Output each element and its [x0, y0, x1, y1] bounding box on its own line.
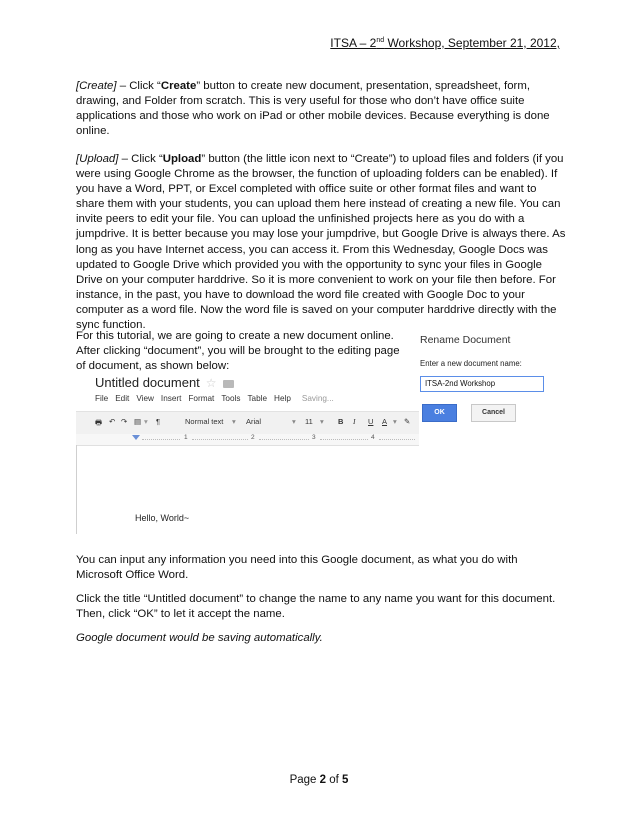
- tutorial-paragraph: For this tutorial, we are going to create a new document online. After clicking “document”, you will be brought to the editing page of document, as shown below:: [76, 330, 400, 373]
- footer-prefix: Page: [289, 774, 320, 786]
- create-tag: [Create]: [76, 80, 117, 92]
- header-prefix: ITSA – 2: [330, 36, 377, 50]
- create-bold: Create: [160, 80, 197, 92]
- menu-bar: [95, 394, 341, 403]
- rename-dialog: [418, 331, 543, 427]
- ruler-mark-2: 2: [251, 434, 255, 441]
- upload-bold: Upload: [162, 153, 202, 165]
- google-doc-editor: [76, 372, 419, 534]
- footer-page-number: 2: [319, 774, 327, 786]
- page-edge: [76, 445, 77, 534]
- doc-title-row: [95, 375, 234, 390]
- input-info-paragraph: You can input any information you need into this Google document, as what you do with Microsoft Office Word.: [76, 554, 518, 582]
- underline-button[interactable]: U: [368, 417, 374, 426]
- header-suffix: Workshop, September 21, 2012,: [384, 36, 560, 50]
- upload-tag: [Upload]: [76, 153, 119, 165]
- create-paragraph: [76, 79, 566, 139]
- print-icon[interactable]: 🖶: [95, 418, 103, 427]
- page-footer: [0, 774, 638, 786]
- highlight-icon[interactable]: ✎: [404, 417, 411, 426]
- text-color-chevron-down-icon: ▾: [393, 417, 397, 426]
- footer-page-total: 5: [342, 774, 349, 786]
- saving-note-paragraph: Google document would be saving automatically.: [76, 632, 323, 644]
- text-color-button[interactable]: A: [382, 417, 388, 426]
- doc-body-text[interactable]: Hello, World~: [135, 513, 190, 523]
- menu-edit[interactable]: Edit: [115, 394, 130, 403]
- create-dash: – Click “: [116, 80, 161, 92]
- redo-icon[interactable]: ↷: [121, 417, 128, 426]
- font-chevron-down-icon: ▾: [292, 417, 296, 426]
- rename-dialog-title: Rename Document: [420, 334, 511, 346]
- rename-dialog-label: Enter a new document name:: [420, 359, 522, 368]
- bold-button[interactable]: B: [338, 417, 344, 426]
- click-title-paragraph: Click the title “Untitled document” to change the name to any name you want for this document. Then, click “OK” to let it accept the name.: [76, 593, 556, 621]
- paint-format-icon[interactable]: ¶: [156, 417, 161, 426]
- style-dropdown[interactable]: Normal text: [185, 417, 224, 426]
- star-icon[interactable]: ☆: [205, 376, 217, 390]
- cancel-button[interactable]: Cancel: [471, 404, 516, 422]
- folder-icon[interactable]: [223, 380, 234, 388]
- saving-status: Saving...: [301, 394, 334, 403]
- ruler-mark-4: 4: [371, 434, 375, 441]
- undo-icon[interactable]: ↶: [109, 417, 116, 426]
- create-text: ” button to create new document, presentation, spreadsheet, form, drawing, and Folder from scratch. This is very useful for those who don’t have office suite applications and those who work on iPad or other mobile devices. Because everything is done online.: [76, 80, 550, 138]
- page-header: [330, 36, 560, 50]
- doc-title[interactable]: Untitled document: [95, 375, 200, 390]
- menu-insert[interactable]: Insert: [160, 394, 182, 403]
- italic-button[interactable]: I: [353, 417, 356, 426]
- size-chevron-down-icon: ▾: [320, 417, 324, 426]
- footer-of: of: [326, 774, 343, 786]
- upload-paragraph: [76, 152, 566, 333]
- menu-view[interactable]: View: [136, 394, 154, 403]
- ruler-mark-1: 1: [184, 434, 188, 441]
- menu-table[interactable]: Table: [247, 394, 268, 403]
- menu-help[interactable]: Help: [274, 394, 291, 403]
- document-name-input[interactable]: ITSA-2nd Workshop: [420, 376, 544, 392]
- header-superscript: nd: [376, 37, 385, 44]
- style-chevron-down-icon: ▾: [232, 417, 236, 426]
- upload-dash: – Click “: [118, 153, 163, 165]
- ok-button[interactable]: OK: [422, 404, 457, 422]
- size-dropdown[interactable]: 11: [305, 417, 313, 426]
- menu-file[interactable]: File: [95, 394, 109, 403]
- indent-marker-icon[interactable]: [132, 435, 140, 440]
- editor-toolbar: [76, 411, 419, 435]
- upload-text: ” button (the little icon next to “Create”) to upload files and folders (if you were using Google Chrome as the browser, the function of uploading folders can be enabled). If you have a Word, PPT, or Excel completed with office suite or other format files and want to share them with your students, you can upload them here instead of creating a new file. You can invite peers to edit your file. You can upload the unfinished projects here as you do with a jumpdrive. It is better because you may lose your jumpdrive, but Google Drive is always there. As long as you have Internet access, you can access it. From this Wednesday, Google Docs was updated to Google Drive which provided you with the opportunity to sync your files in Google Drive on your computer harddrive. So it is more convenient to work on your file then before. For instance, in the past, you have to download the word file created with Google Doc to your computer as a word file. Now the word file is saved on your computer harddrive directly with the sync function.: [76, 153, 566, 332]
- paste-icon[interactable]: ▤: [134, 417, 142, 426]
- menu-tools[interactable]: Tools: [221, 394, 241, 403]
- paste-dropdown-icon[interactable]: ▾: [144, 417, 148, 426]
- menu-format[interactable]: Format: [188, 394, 215, 403]
- ruler: [76, 434, 419, 446]
- ruler-mark-3: 3: [312, 434, 316, 441]
- font-dropdown[interactable]: Arial: [246, 417, 262, 426]
